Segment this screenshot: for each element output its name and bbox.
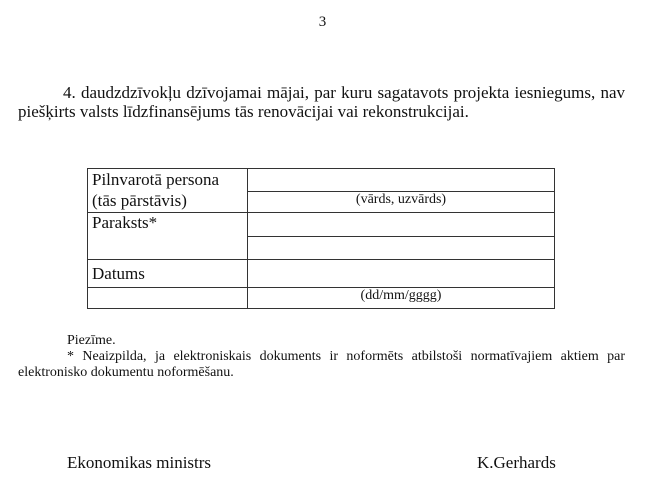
- note-title: Piezīme.: [67, 333, 116, 348]
- authorized-person-label: Pilnvarotā persona (tās pārstāvis): [88, 169, 248, 213]
- date-hint: (dd/mm/gggg): [248, 288, 555, 309]
- signature-field[interactable]: [248, 213, 555, 237]
- name-field[interactable]: [248, 169, 555, 192]
- declaration-form-table: [87, 168, 555, 309]
- empty-cell: [88, 288, 248, 309]
- note-section: [18, 333, 625, 381]
- paragraph-text: 4. daudzdzīvokļu dzīvojamai mājai, par kuru sagatavots projekta iesniegums, nav piešķirts valsts līdzfinansējums tās renovācijai vai rekonstrukcijai.: [18, 83, 625, 121]
- note-text: * Neaizpilda, ja elektroniskais dokuments ir noformēts atbilstoši normatīvajiem aktiem par elektronisko dokumentu noformēšanu.: [18, 349, 625, 380]
- date-label: Datums: [88, 260, 248, 288]
- page-number: 3: [318, 14, 327, 30]
- signatory-title: Ekonomikas ministrs: [67, 453, 212, 472]
- body-paragraph: [18, 83, 625, 121]
- date-field[interactable]: [248, 260, 555, 288]
- signatory-name: K.Gerhards: [477, 453, 556, 472]
- signature-field-2[interactable]: [248, 237, 555, 260]
- name-hint: (vārds, uzvārds): [248, 192, 555, 213]
- signature-label: Paraksts*: [88, 213, 248, 260]
